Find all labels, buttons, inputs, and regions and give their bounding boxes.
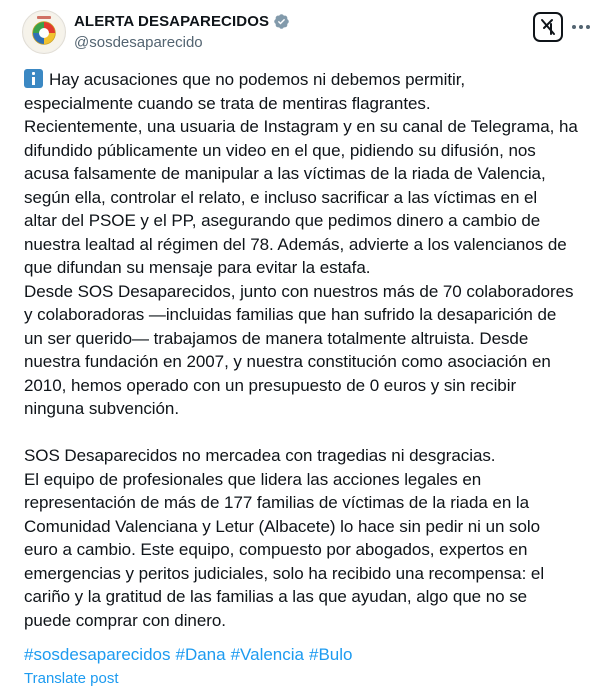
- post-body: Hay acusaciones que no podemos ni debemos permitir, especialmente cuando se trata de mentiras flagrantes. Recientemente, una usuaria de Instagram y en su canal de Telegrama, ha difundido públicamente un video en el que, pidiendo su difusión, nos acusa falsamente de manipular a las víctimas de la riada de Valencia, según ella, controlar el relato, e incluso sacrificar a las víctimas en el altar del PSOE y el PP, asegurando que pedimos dinero a cambio de nuestra lealtad al régimen del 78. Además, advierte a los valencianos de que difundan su mensaje para evitar la estafa. Desde SOS Desaparecidos, junto con nuestros más de 70 colaboradores y colaboradoras —incluidas familias que han sufrido la desaparición de un ser querido— trabajamos de manera totalmente altruista. Desde nuestra fundación en 2007, y nuestra constitución como asociación en 2010, hemos operado con un presupuesto de 0 euros y sin recibir ninguna subvención. SOS Desaparecidos no mercadea con tragedias ni desgracias. El equipo de profesionales que lidera las acciones legales en representación de más de 177 familias de víctimas de la riada en la Comunidad Valenciana y Letur (Albacete) lo hace sin pedir ni un solo euro a cambio. Este equipo, compuesto por abogados, expertos en emergencias y peritos judiciales, solo ha recibido una recompensa: el cariño y la gratitud de las familias a las que ayudan, algo que no se puede comprar con dinero.: [24, 70, 578, 630]
- hashtag-link[interactable]: #Dana: [175, 645, 226, 664]
- verified-badge-icon[interactable]: [273, 13, 290, 30]
- hashtag-list: [24, 643, 352, 666]
- handle[interactable]: @sosdesaparecido: [74, 34, 203, 51]
- more-options-icon: [571, 24, 591, 30]
- translate-post-link[interactable]: Translate post: [24, 670, 119, 687]
- hashtag-link[interactable]: #Bulo: [309, 645, 353, 664]
- grok-icon: [539, 18, 557, 36]
- sos-logo-icon: [23, 11, 65, 53]
- display-name-row: [74, 11, 290, 31]
- more-options-button[interactable]: [568, 14, 594, 40]
- information-icon: [24, 69, 43, 88]
- hashtag-link[interactable]: #Valencia: [230, 645, 304, 664]
- post-text: [24, 68, 596, 632]
- grok-button[interactable]: [533, 12, 563, 42]
- author-block: [74, 11, 290, 51]
- hashtag-link[interactable]: #sosdesaparecidos: [24, 645, 171, 664]
- avatar[interactable]: [22, 10, 66, 54]
- display-name[interactable]: ALERTA DESAPARECIDOS: [74, 12, 270, 30]
